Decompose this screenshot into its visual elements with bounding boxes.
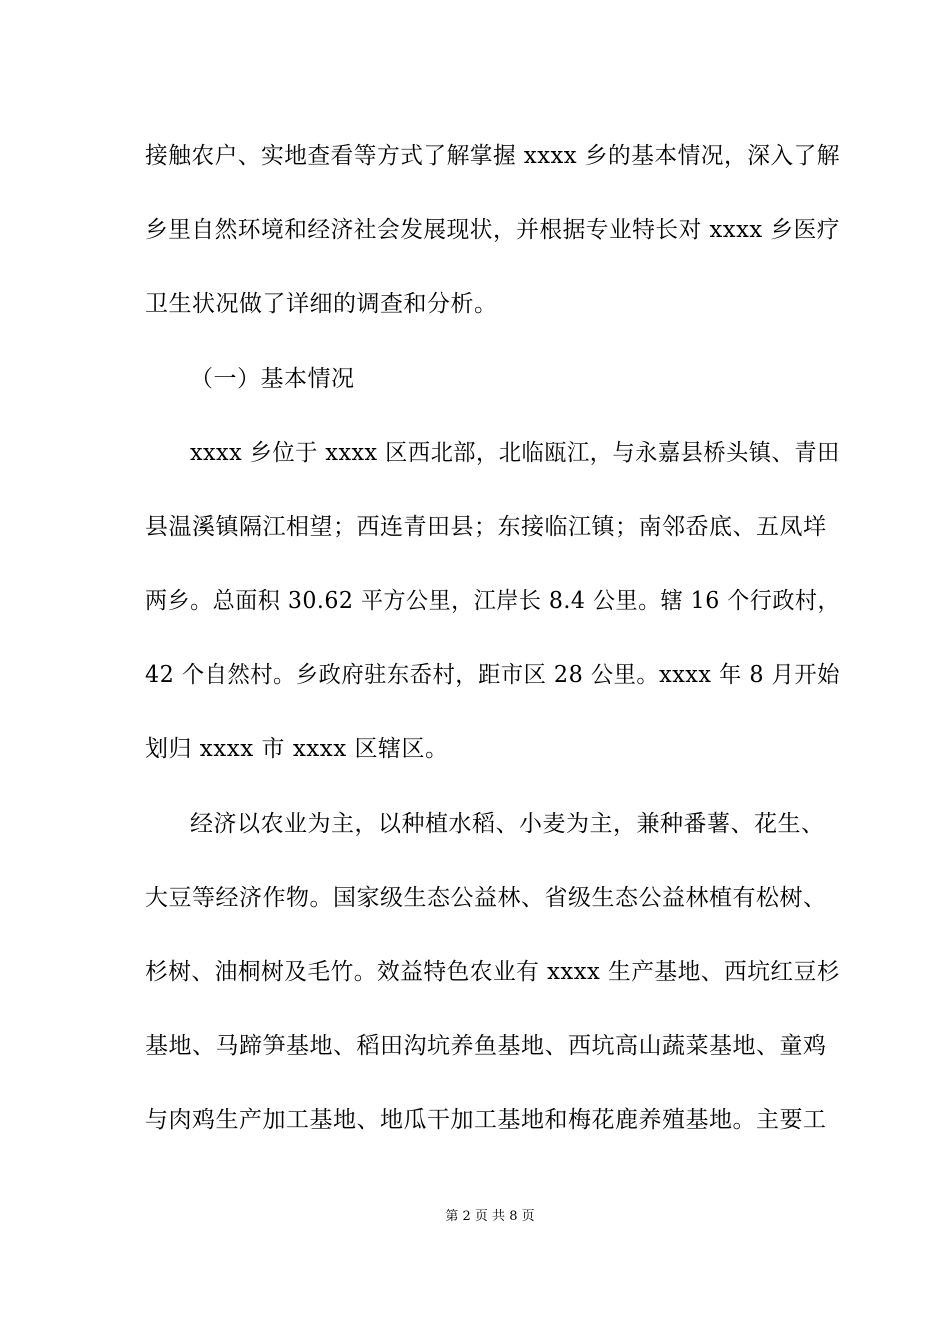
section-heading: （一）基本情况 [190,366,355,392]
body-text-line: 与肉鸡生产加工基地、地瓜干加工基地和梅花鹿养殖基地。主要工 [145,1107,827,1133]
body-text-line: 卫生状况做了详细的调查和分析。 [145,291,498,317]
body-text-line: 两乡。总面积 30.62 平方公里，江岸长 8.4 公里。辖 16 个行政村， [145,588,841,614]
body-text-line: 经济以农业为主，以种植水稻、小麦为主，兼种番薯、花生、 [190,811,825,837]
body-text-line: 基地、马蹄笋基地、稻田沟坑养鱼基地、西坑高山蔬菜基地、童鸡 [145,1033,827,1059]
body-text-line: 乡里自然环境和经济社会发展现状，并根据专业特长对 xxxx 乡医疗 [145,217,841,243]
page-number-footer: 第 2 页 共 8 页 [445,1209,535,1224]
body-text-line: 42 个自然村。乡政府驻东岙村，距市区 28 公里。xxxx 年 8 月开始 [145,662,840,688]
body-text-line: 划归 xxxx 市 xxxx 区辖区。 [145,736,449,762]
body-text-line: 接触农户、实地查看等方式了解掌握 xxxx 乡的基本情况，深入了解 [145,143,841,169]
body-text-line: 县温溪镇隔江相望；西连青田县；东接临江镇；南邻岙底、五凤垟 [145,514,827,540]
body-text-line: xxxx 乡位于 xxxx 区西北部，北临瓯江，与永嘉县桥头镇、青田 [190,440,840,466]
body-text-line: 大豆等经济作物。国家级生态公益林、省级生态公益林植有松树、 [145,885,827,911]
body-text-line: 杉树、油桐树及毛竹。效益特色农业有 xxxx 生产基地、西坑红豆杉 [145,959,841,985]
